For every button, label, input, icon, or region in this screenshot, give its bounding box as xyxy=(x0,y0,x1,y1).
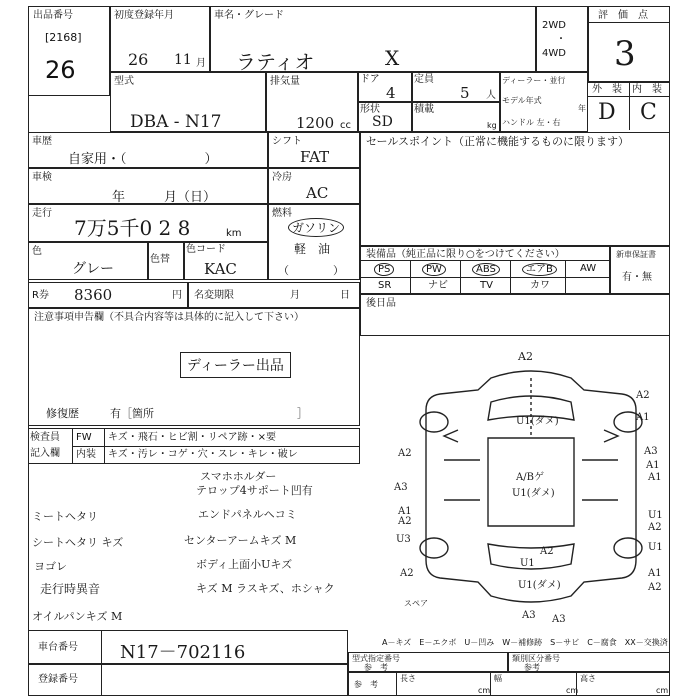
score-value: 3 xyxy=(614,34,636,74)
chassis-value: N17－702116 xyxy=(120,642,246,663)
ac-label: 冷房 xyxy=(272,172,292,183)
equip-ps: PS xyxy=(374,263,394,276)
color-code-label: 色コード xyxy=(186,244,226,255)
inspection-label: 車検 xyxy=(32,172,52,183)
sales-point-label: セールスポイント（正常に機能するものに限ります） xyxy=(366,135,630,148)
notes-label: 注意事項申告欄（不具合内容等は具体的に記入して下さい） xyxy=(34,312,304,323)
fuel-gasoline: ガソリン xyxy=(288,218,344,237)
reg-deadline-label: 名変期限 xyxy=(194,290,234,301)
dmg-rear-a3: A3 xyxy=(522,610,536,621)
dims-length-label: 長さ xyxy=(400,674,416,683)
dmg-right-a3: A3 xyxy=(644,446,658,457)
note-11: オイルパンキズ M xyxy=(32,610,123,623)
type-designation-label: 型式指定番号 xyxy=(352,654,400,663)
mileage-unit: km xyxy=(226,228,242,239)
note-3: ミートヘタリ xyxy=(32,510,98,523)
recycle-label: R券 xyxy=(32,290,49,301)
dims-width-label: 幅 xyxy=(494,674,502,683)
category-ref: 参考 xyxy=(524,663,540,672)
capacity-label: 定員 xyxy=(414,74,434,85)
dmg-trunk-u1: U1 xyxy=(520,558,535,569)
type-designation-ref: 参 考 xyxy=(364,663,388,672)
equip-airbag: エアB xyxy=(522,263,557,276)
mileage-label: 走行 xyxy=(32,208,52,219)
displacement-label: 排気量 xyxy=(270,76,300,87)
note-9: 走行時異音 xyxy=(40,582,101,596)
recycle-unit: 円 xyxy=(172,290,182,301)
inspector-fw: FW xyxy=(76,432,92,443)
type-label: 型式 xyxy=(114,76,134,87)
dims-width-unit: cm xyxy=(566,686,579,695)
dims-height-label: 高さ xyxy=(580,674,596,683)
fuel-label: 燃料 xyxy=(272,208,292,219)
capacity-unit: 人 xyxy=(486,90,496,101)
score-label: 評 価 点 xyxy=(598,10,648,21)
history-label: 車歴 xyxy=(32,136,52,147)
chassis-label: 車台番号 xyxy=(38,642,78,653)
inspector-int-text: キズ・汚レ・コゲ・穴・スレ・キレ・破レ xyxy=(108,449,298,460)
displacement-unit: cc xyxy=(340,120,351,131)
fuel-paren: （ ） xyxy=(278,264,344,277)
load-unit: kg xyxy=(487,121,497,130)
drive-4wd: 4WD xyxy=(542,48,566,59)
dmg-left-a1: A1 xyxy=(398,506,412,517)
dmg-rear-a1: A1 xyxy=(648,568,662,579)
dims-height-unit: cm xyxy=(656,686,669,695)
warranty-value: 有・無 xyxy=(622,272,652,283)
note-5: シートヘタリ キズ xyxy=(32,536,124,549)
first-reg-month-unit: 月 xyxy=(196,58,206,69)
equip-aw: AW xyxy=(580,263,597,274)
exterior-grade: D xyxy=(598,100,616,125)
shift-value: FAT xyxy=(300,148,330,166)
load-label: 積載 xyxy=(414,104,434,115)
repair-label: 修復歴 xyxy=(46,407,79,420)
sales-point-cell xyxy=(360,132,670,246)
dmg-rear-a2: A2 xyxy=(648,582,662,593)
dmg-left-a2: A2 xyxy=(398,516,412,527)
model-year-label: モデル年式 xyxy=(502,96,542,105)
dmg-spare: スペア xyxy=(404,599,428,608)
first-reg-month: 11 xyxy=(174,52,192,68)
category-label: 類別区分番号 xyxy=(512,654,560,663)
type-value: DBA - N17 xyxy=(130,112,222,132)
dmg-fender-a1: A1 xyxy=(636,412,650,423)
dims-length-unit: cm xyxy=(478,686,491,695)
dmg-left-ua2: A2 xyxy=(398,448,412,459)
inspector-fw-text: キズ・飛石・ヒビ割・リペア跡・×要 xyxy=(108,432,276,443)
model-year-unit: 年 xyxy=(578,104,586,113)
lot-label: 出品番号 xyxy=(33,10,73,21)
shift-label: シフト xyxy=(272,136,302,147)
repair-value: 有［箇所 ］ xyxy=(110,407,308,420)
color-code-value: KAC xyxy=(204,260,237,278)
interior-grade: C xyxy=(640,100,657,125)
doors-label: ドア xyxy=(360,74,380,85)
interior-label: 内 装 xyxy=(632,84,662,95)
inspector-label-2: 記入欄 xyxy=(30,448,60,459)
color-label: 色 xyxy=(32,246,42,257)
later-items-label: 後日品 xyxy=(366,298,396,309)
doors-value: 4 xyxy=(386,84,396,102)
note-4: エンドパネルヘコミ xyxy=(198,508,297,521)
equip-navi: ナビ xyxy=(428,280,448,291)
model-grade: X xyxy=(385,46,400,70)
exterior-label: 外 装 xyxy=(592,84,622,95)
dmg-left-u3: U3 xyxy=(396,534,411,545)
inspector-label-1: 検査員 xyxy=(30,432,60,443)
recycle-value: 8360 xyxy=(74,286,113,304)
dmg-right-u1b: U1 xyxy=(648,542,663,553)
equip-leather: カワ xyxy=(530,280,550,291)
drive-2wd: 2WD xyxy=(542,20,566,31)
damage-legend: A－キズ E－エクボ U－凹み W－補修跡 S－サビ C－腐食 XX－交換済 xyxy=(382,638,668,647)
dmg-right-a2: A2 xyxy=(648,522,662,533)
mileage-value: 7万5千0 2 8 xyxy=(74,216,191,240)
warranty-label: 新車保証書 xyxy=(616,250,656,259)
dmg-roof-ab: A/Bゲ xyxy=(516,472,544,483)
dmg-hood-u1: U1(ダメ) xyxy=(516,416,559,427)
dmg-right-u1: U1 xyxy=(648,510,663,521)
note-8: ボディ上面小Uキズ xyxy=(196,558,293,571)
shape-value: SD xyxy=(372,114,393,130)
dmg-left-ua3: A3 xyxy=(394,482,408,493)
dealer-label: ディーラー・並行 xyxy=(502,76,566,85)
lot-number: 26 xyxy=(45,56,76,84)
reg-deadline-day: 日 xyxy=(340,290,350,301)
fuel-diesel: 軽 油 xyxy=(294,242,331,256)
dmg-right-a1b: A1 xyxy=(648,472,662,483)
lot-code: [2168] xyxy=(45,31,82,44)
inspector-int: 内装 xyxy=(76,449,96,460)
note-1: スマホホルダー xyxy=(200,470,277,483)
ac-value: AC xyxy=(306,184,329,202)
color-change-label: 色替 xyxy=(150,254,170,265)
dmg-rear-a3b: A3 xyxy=(552,614,566,625)
note-7: ヨゴレ xyxy=(34,560,67,573)
dims-ref: 参 考 xyxy=(354,680,378,689)
note-10: キズ M ラスキズ、ホシャク xyxy=(196,582,335,595)
drive-dot: ・ xyxy=(556,34,566,45)
displacement-value: 1200 xyxy=(296,114,335,132)
model-name: ラティオ xyxy=(236,50,315,74)
note-6: センターアームキズ M xyxy=(184,534,297,547)
dmg-roof-u1: U1(ダメ) xyxy=(512,488,555,499)
capacity-value: 5 xyxy=(460,84,470,102)
reg-num-label: 登録番号 xyxy=(38,674,78,685)
dealer-stamp: ディーラー出品 xyxy=(180,352,291,378)
later-items-cell xyxy=(360,294,670,336)
equip-pw: PW xyxy=(422,263,446,276)
shape-label: 形状 xyxy=(360,104,380,115)
dmg-trunk-a2: A2 xyxy=(540,546,554,557)
dmg-trunk-u1b: U1(ダメ) xyxy=(518,580,561,591)
dmg-left-ua2b: A2 xyxy=(400,568,414,579)
color-value: グレー xyxy=(72,261,114,277)
handle-label: ハンドル 左・右 xyxy=(502,118,561,127)
equipment-label: 装備品（純正品に限り○をつけてください） xyxy=(366,249,565,260)
note-2: テロップ4サポート凹有 xyxy=(196,484,313,497)
dmg-right-a1: A1 xyxy=(646,460,660,471)
reg-deadline-month: 月 xyxy=(290,290,300,301)
dmg-front-a2: A2 xyxy=(518,350,533,363)
equip-abs: ABS xyxy=(472,263,500,276)
inspection-value: 年 月（日） xyxy=(112,190,217,205)
dmg-bumper-a2: A2 xyxy=(636,390,650,401)
equip-sr: SR xyxy=(378,280,392,291)
equip-tv: TV xyxy=(480,280,493,291)
first-reg-label: 初度登録年月 xyxy=(114,10,174,21)
history-value: 自家用・（ ） xyxy=(68,152,218,167)
model-label: 車名・グレード xyxy=(214,10,284,21)
first-reg-year: 26 xyxy=(128,50,149,69)
